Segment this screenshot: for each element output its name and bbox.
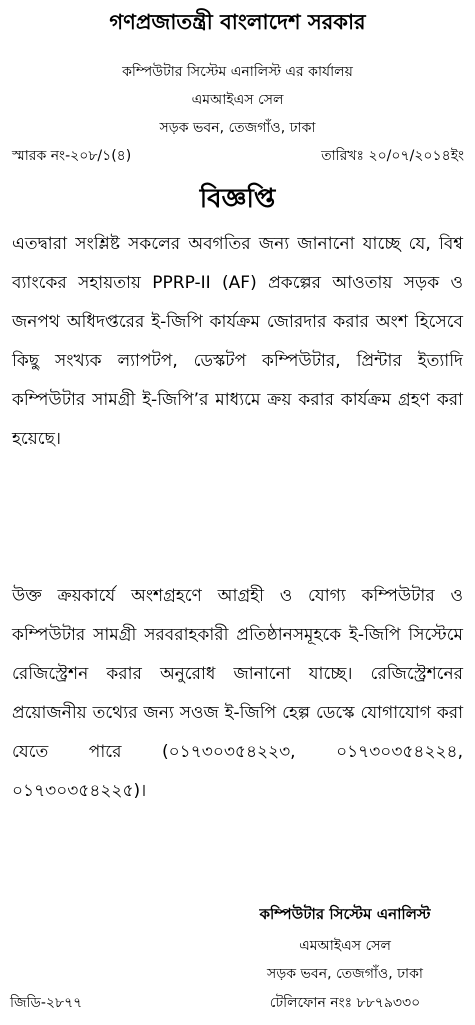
notice-paragraph-2: উক্ত ক্রয়কার্যে অংশগ্রহণে আগ্রহী ও যোগ্য কম্পিউটার ও কম্পিউটার সামগ্রী সরবরাহকারী প্রতিষ্ঠানসমূহকে ই-জিপি সিস্টেমে রেজিস্ট্রেশন করার অনুরোধ জানানো যাচ্ছে। রেজিস্ট্রেশনের প্রয়োজনীয় তথ্যের জন্য সওজ ই-জিপি হেল্প ডেস্কে যোগাযোগ করা যেতে পারে (০১৭৩০৩৫৪২২৩, ০১৭৩০৩৫৪২২৪, ০১৭৩০৩৫৪২২৫)। [12,586,463,801]
notice-paragraph-1: এতদ্বারা সংশ্লিষ্ট সকলের অবগতির জন্য জানানো যাচ্ছে যে, বিশ্ব ব্যাংকের সহায়তায় PPRP-II (AF) প্রকল্পের আওতায় সড়ক ও জনপথ অধিদপ্তরের ই-জিপি কার্যক্রম জোরদার করার অংশ হিসেবে কিছু সংখ্যক ল্যাপটপ, ডেস্কটপ কম্পিউটার, প্রিন্টার ইত্যাদি কম্পিউটার সামগ্রী ই-জিপি’র মাধ্যমে ক্রয় করার কার্যক্রম গ্রহণ করা হয়েছে। [12,234,463,449]
signatory-phone: টেলিফোন নংঃ ৮৮৭৯৩৩০ [269,995,421,1011]
reference-row [12,144,464,168]
notice-date: তারিখঃ ২০/০৭/২০১৪ইং [321,148,464,164]
signatory-title: কম্পিউটার সিস্টেম এনালিস্ট [259,905,431,923]
office-name: কম্পিউটার সিস্টেম এনালিস্ট এর কার্যালয় [122,64,353,80]
memo-number: স্মারক নং-২০৮/১(৪) [12,148,132,164]
cell-name: এমআইএস সেল [191,92,284,108]
office-address: সড়ক ভবন, তেজগাঁও, ঢাকা [159,120,316,136]
signatory-address: সড়ক ভবন, তেজগাঁও, ঢাকা [267,966,423,982]
government-title: গণপ্রজাতন্ত্রী বাংলাদেশ সরকার [109,10,366,34]
signatory-cell: এমআইএস সেল [299,938,391,954]
gd-number: জিডি-২৮৭৭ [10,995,83,1011]
notice-title: বিজ্ঞপ্তি [199,184,276,214]
